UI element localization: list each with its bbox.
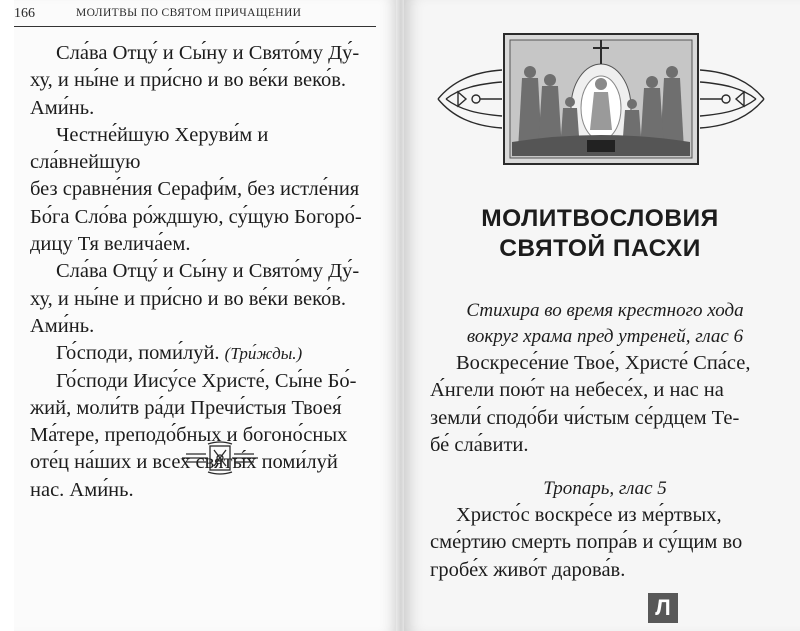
- text-line: Ма́тере, преподо́бных и богоно́сных: [30, 424, 348, 447]
- text-line: Ами́нь.: [30, 314, 95, 337]
- text-line: Го́споди, поми́луй.: [56, 342, 220, 365]
- rubric-note: (Три́жды.): [224, 344, 303, 364]
- caption-line: вокруг храма пред утреней, глас 6: [466, 326, 744, 347]
- text-line: Христо́с воскре́се из ме́ртвых,: [456, 504, 722, 527]
- paragraph-lord-have-mercy: [30, 340, 380, 367]
- book-gutter: [396, 0, 404, 631]
- caption-line: Тропарь, глас 5: [543, 478, 667, 500]
- text-line: ху, и ны́не и при́сно и во ве́ки веко́в.: [30, 69, 347, 92]
- running-title: МОЛИТВЫ ПО СВЯТОМ ПРИЧАЩЕНИИ: [76, 7, 302, 19]
- text-line: без сравне́ния Серафи́м, без истле́ния: [30, 178, 360, 201]
- text-line: Ами́нь.: [30, 96, 95, 119]
- header-rule: [14, 26, 376, 27]
- text-line: Го́споди Иису́се Христе́, Сы́не Бо́-: [56, 369, 357, 392]
- text-line: А́нгели пою́т на небесе́х, и нас на: [430, 379, 724, 402]
- text-line: Воскресе́ние Твое́, Христе́ Спа́се,: [456, 352, 751, 374]
- caption-line: Стихира во время крестного хода: [466, 300, 744, 321]
- text-line: бе́ сла́вити.: [430, 433, 529, 456]
- text-line: Честне́йшую Херуви́м и сла́внейшую: [30, 123, 269, 174]
- paragraph-glory-2: [30, 258, 380, 340]
- resurrection-icon: [432, 32, 770, 166]
- sticheron-caption: [430, 298, 780, 350]
- text-line: Сла́ва Отцу́ и Сы́ну и Свято́му Ду́-: [56, 260, 360, 283]
- text-line: Бо́га Сло́ва ро́ждшую, су́щую Богоро́-: [30, 205, 362, 228]
- text-line: сме́ртию смерть попра́в и су́щим во: [430, 531, 743, 554]
- text-line: оте́ц на́ших и всех святы́х поми́луй: [30, 451, 338, 474]
- text-line: земли́ сподо́би чи́стым се́рдцем Те-: [430, 406, 740, 429]
- heading-line: СВЯТОЙ ПАСХИ: [499, 235, 701, 262]
- heading-line: МОЛИТВОСЛОВИЯ: [481, 205, 719, 232]
- troparion-caption: [430, 476, 780, 502]
- text-line: гробе́х живо́т дарова́в.: [430, 558, 626, 581]
- left-page-text: [30, 40, 380, 504]
- end-ornament-icon: [178, 440, 262, 476]
- paragraph-jesus-prayer: [30, 368, 380, 504]
- watermark-logo: Л: [648, 593, 678, 623]
- text-line: Сла́ва Отцу́ и Сы́ну и Свято́му Ду́-: [56, 42, 360, 64]
- page-number: 166: [14, 6, 35, 21]
- right-page-text: [430, 298, 780, 584]
- paragraph-glory-1: [30, 40, 380, 122]
- paragraph-theotokos: [30, 122, 380, 258]
- text-line: дицу Тя велича́ем.: [30, 233, 191, 256]
- sticheron-paragraph: [430, 350, 780, 459]
- text-line: жий, моли́тв ра́ди Пречи́стыя Твоея́: [30, 396, 342, 419]
- text-line: ху, и ны́не и при́сно и во ве́ки веко́в.: [30, 287, 347, 310]
- text-line: нас. Ами́нь.: [30, 478, 134, 501]
- troparion-paragraph: [430, 502, 780, 584]
- section-heading: [420, 204, 780, 264]
